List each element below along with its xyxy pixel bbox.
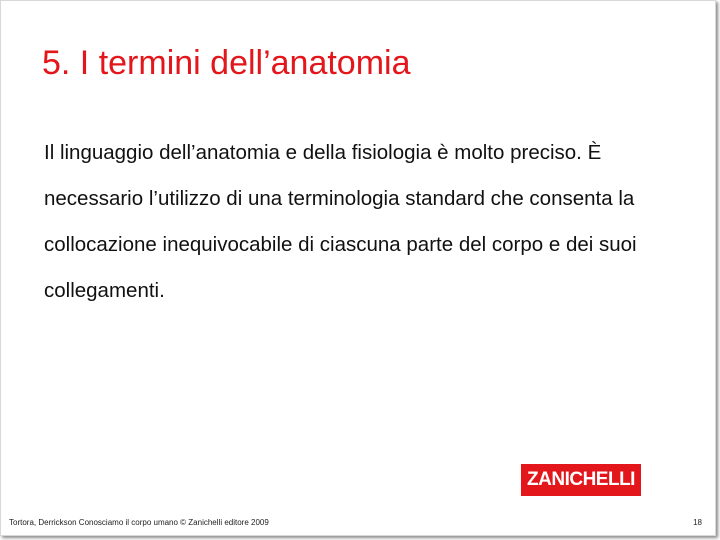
slide-title: 5. I termini dell’anatomia bbox=[42, 44, 411, 82]
zanichelli-logo bbox=[521, 464, 641, 496]
logo-text: ZANICHELLI bbox=[527, 469, 635, 490]
page-number: 18 bbox=[693, 518, 702, 527]
footer-citation: Tortora, Derrickson Conosciamo il corpo umano © Zanichelli editore 2009 bbox=[9, 518, 269, 527]
slide-body-text: Il linguaggio dell’anatomia e della fisiologia è molto preciso. È necessario l’utilizzo di una terminologia standard che consenta la collocazione inequivocabile di ciascuna parte del corpo e dei suoi collegamenti. bbox=[44, 141, 637, 302]
